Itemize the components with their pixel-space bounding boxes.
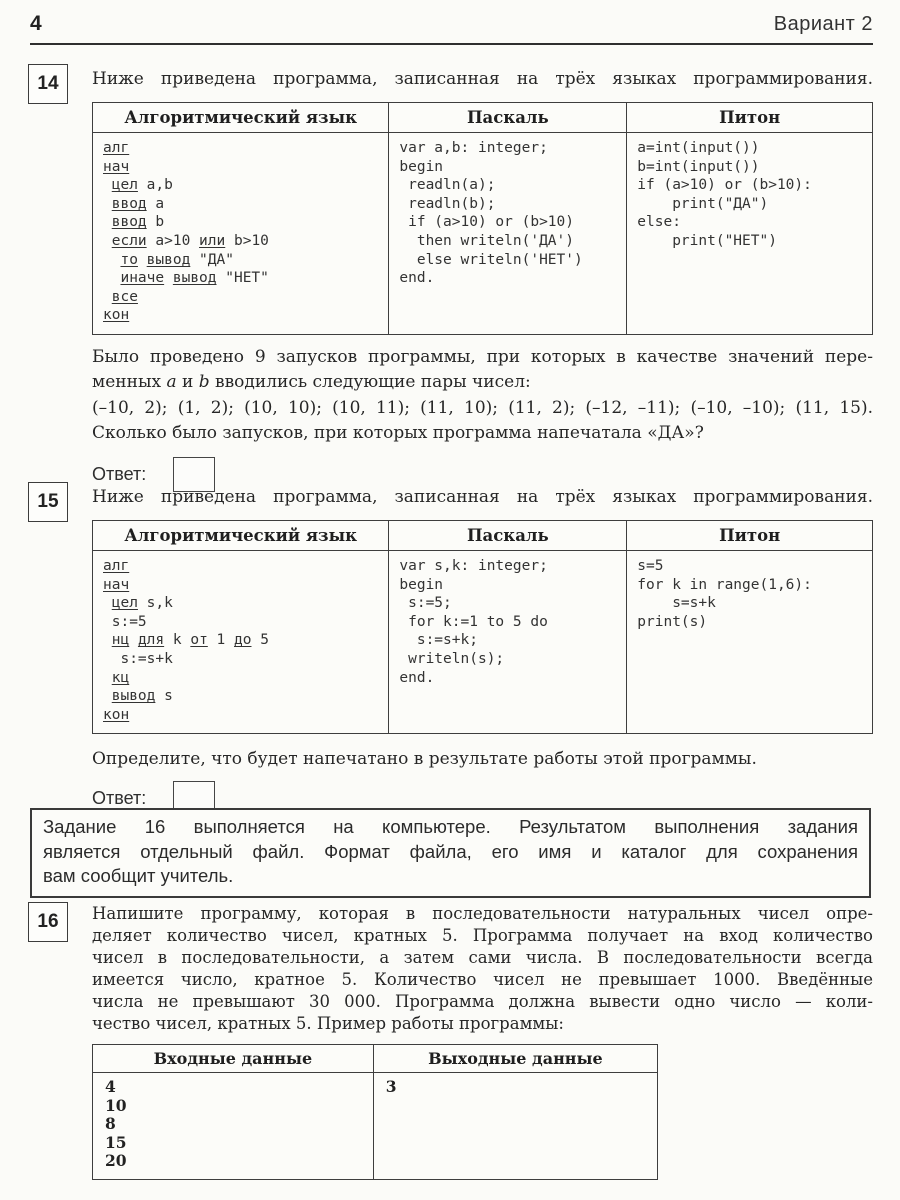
- code-line: print("НЕТ"): [637, 232, 777, 249]
- note-line: Задание 16 выполняется на компьютере. Результатом выполнения задания: [43, 816, 858, 837]
- column-header-pascal: Паскаль: [389, 103, 627, 133]
- code-line: s=s+k: [637, 595, 716, 612]
- code-line: for k:=1 to 5 do: [399, 613, 548, 630]
- task-14-number: 14: [28, 64, 68, 104]
- code-line: нач: [103, 576, 130, 593]
- code-line: то вывод "ДА": [120, 251, 234, 268]
- page-number: 4: [30, 12, 42, 35]
- variant-label: Вариант 2: [773, 13, 873, 35]
- task-16-content: [92, 902, 873, 1180]
- task-16-io-table: [92, 1044, 658, 1180]
- code-line: нач: [103, 158, 130, 175]
- algorithmic-code-cell: [93, 133, 389, 335]
- task-14-content: [92, 64, 873, 492]
- table-header-row: [93, 521, 873, 551]
- code-line: кон: [103, 706, 130, 723]
- text-line: Сколько было запусков, при которых программа напечатала «ДА»?: [92, 423, 704, 444]
- algorithmic-code-cell: [93, 551, 389, 734]
- task-14-question: [92, 345, 873, 447]
- text-line: чисел в последовательности, а затем сами числа. В последовательности всегда: [92, 948, 873, 967]
- answer-label: Ответ:: [92, 463, 147, 484]
- task-15-intro: Ниже приведена программа, записанная на трёх языках программирования.: [92, 487, 873, 507]
- task-14-program-table: [92, 102, 873, 335]
- io-value: 3: [385, 1077, 397, 1096]
- code-line: begin: [399, 158, 444, 175]
- page-header: [30, 12, 873, 45]
- code-line: readln(a);: [399, 177, 496, 194]
- code-line: begin: [399, 576, 444, 593]
- io-value: 4: [105, 1077, 116, 1096]
- text-line: Было проведено 9 запусков программы, при которых в качестве значений пере-: [92, 346, 873, 367]
- text-line: имеется число, кратное 5. Количество чисел не превышает 1000. Введённые: [92, 970, 873, 989]
- io-value: 10: [105, 1095, 127, 1115]
- table-body-row: [93, 133, 873, 335]
- text-line: числа не превышают 30 000. Программа должна вывести одно число — коли-: [92, 992, 873, 1011]
- code-line: end.: [399, 669, 435, 686]
- task-15-number: 15: [28, 482, 68, 522]
- pascal-code-cell: [389, 551, 627, 734]
- code-line: else:: [637, 214, 681, 231]
- note-line: вам сообщит учитель.: [43, 865, 234, 886]
- code-line: алг: [103, 558, 130, 574]
- code-line: иначе вывод "НЕТ": [120, 270, 269, 287]
- code-line: b=int(input()): [637, 158, 760, 175]
- task-16-statement: [92, 903, 873, 1035]
- code-line: print(s): [637, 613, 708, 630]
- task-15-content: [92, 482, 873, 816]
- code-line: вывод s: [111, 688, 173, 705]
- answer-label: Ответ:: [92, 788, 147, 809]
- code-line: s:=5: [103, 613, 147, 630]
- text-line: (–10, 2); (1, 2); (10, 10); (10, 11); (11, 10); (11, 2); (–12, –11); (–10, –10); (11, 15).: [92, 397, 873, 418]
- note-line: является отдельный файл. Формат файла, его имя и каталог для сохранения: [43, 840, 858, 862]
- code-line: readln(b);: [399, 195, 496, 212]
- code-line: s=5: [637, 558, 664, 574]
- code-line: s:=s+k;: [399, 632, 478, 649]
- text-line: чество чисел, кратных 5. Пример работы программы:: [92, 1014, 564, 1033]
- code-line: if (a>10) or (b>10): [399, 214, 574, 231]
- code-line: for k in range(1,6):: [637, 576, 812, 593]
- io-value: 8: [105, 1114, 116, 1133]
- code-line: цел a,b: [111, 177, 173, 194]
- code-line: s:=5;: [399, 595, 452, 612]
- code-line: print("ДА"): [637, 195, 769, 212]
- code-line: ввод b: [111, 214, 165, 231]
- task-15-question: Определите, что будет напечатано в результате работы этой программы.: [92, 749, 757, 770]
- code-line: алг: [103, 140, 130, 156]
- task-16: [28, 902, 873, 1180]
- code-line: если a>10 или b>10: [111, 232, 269, 249]
- column-header-algorithmic: Алгоритмический язык: [93, 103, 389, 133]
- column-header-output: Выходные данные: [373, 1045, 657, 1073]
- code-line: var s,k: integer;: [399, 558, 548, 574]
- column-header-pascal: Паскаль: [389, 521, 627, 551]
- text-line: деляет количество чисел, кратных 5. Программа получает на вход количество: [92, 926, 873, 945]
- column-header-algorithmic: Алгоритмический язык: [93, 521, 389, 551]
- code-line: кон: [103, 307, 130, 324]
- pascal-code-cell: [389, 133, 627, 335]
- code-line: var a,b: integer;: [399, 140, 548, 156]
- table-header-row: [93, 1045, 658, 1073]
- column-header-python: Питон: [627, 521, 873, 551]
- task-14-intro: Ниже приведена программа, записанная на трёх языках программирования.: [92, 69, 873, 89]
- output-data-cell: [373, 1073, 657, 1180]
- code-line: else writeln('НЕТ'): [399, 251, 583, 268]
- text-line: менных a и b вводились следующие пары чисел:: [92, 372, 531, 393]
- task-14: [28, 64, 873, 492]
- text-line: Напишите программу, которая в последовательности натуральных чисел опре-: [92, 904, 873, 923]
- code-line: все: [111, 288, 138, 305]
- input-data-cell: [93, 1073, 374, 1180]
- code-line: кц: [111, 669, 130, 686]
- code-line: ввод a: [111, 195, 165, 212]
- python-code-cell: [627, 551, 873, 734]
- code-line: writeln(s);: [399, 650, 505, 667]
- code-line: нц для k от 1 до 5: [111, 632, 269, 649]
- task-16-note-box: [30, 808, 871, 898]
- task-16-number: 16: [28, 902, 68, 942]
- task-15: [28, 482, 873, 816]
- io-value: 15: [105, 1132, 127, 1152]
- code-line: end.: [399, 270, 435, 287]
- code-line: a=int(input()): [637, 140, 760, 156]
- column-header-python: Питон: [627, 103, 873, 133]
- code-line: цел s,k: [111, 595, 173, 612]
- io-value: 20: [105, 1151, 127, 1170]
- table-header-row: [93, 103, 873, 133]
- code-line: if (a>10) or (b>10):: [637, 177, 812, 194]
- column-header-input: Входные данные: [93, 1045, 374, 1073]
- python-code-cell: [627, 133, 873, 335]
- table-body-row: [93, 1073, 658, 1180]
- code-line: s:=s+k: [103, 650, 173, 667]
- table-body-row: [93, 551, 873, 734]
- code-line: then writeln('ДА'): [399, 232, 574, 249]
- task-15-program-table: [92, 520, 873, 734]
